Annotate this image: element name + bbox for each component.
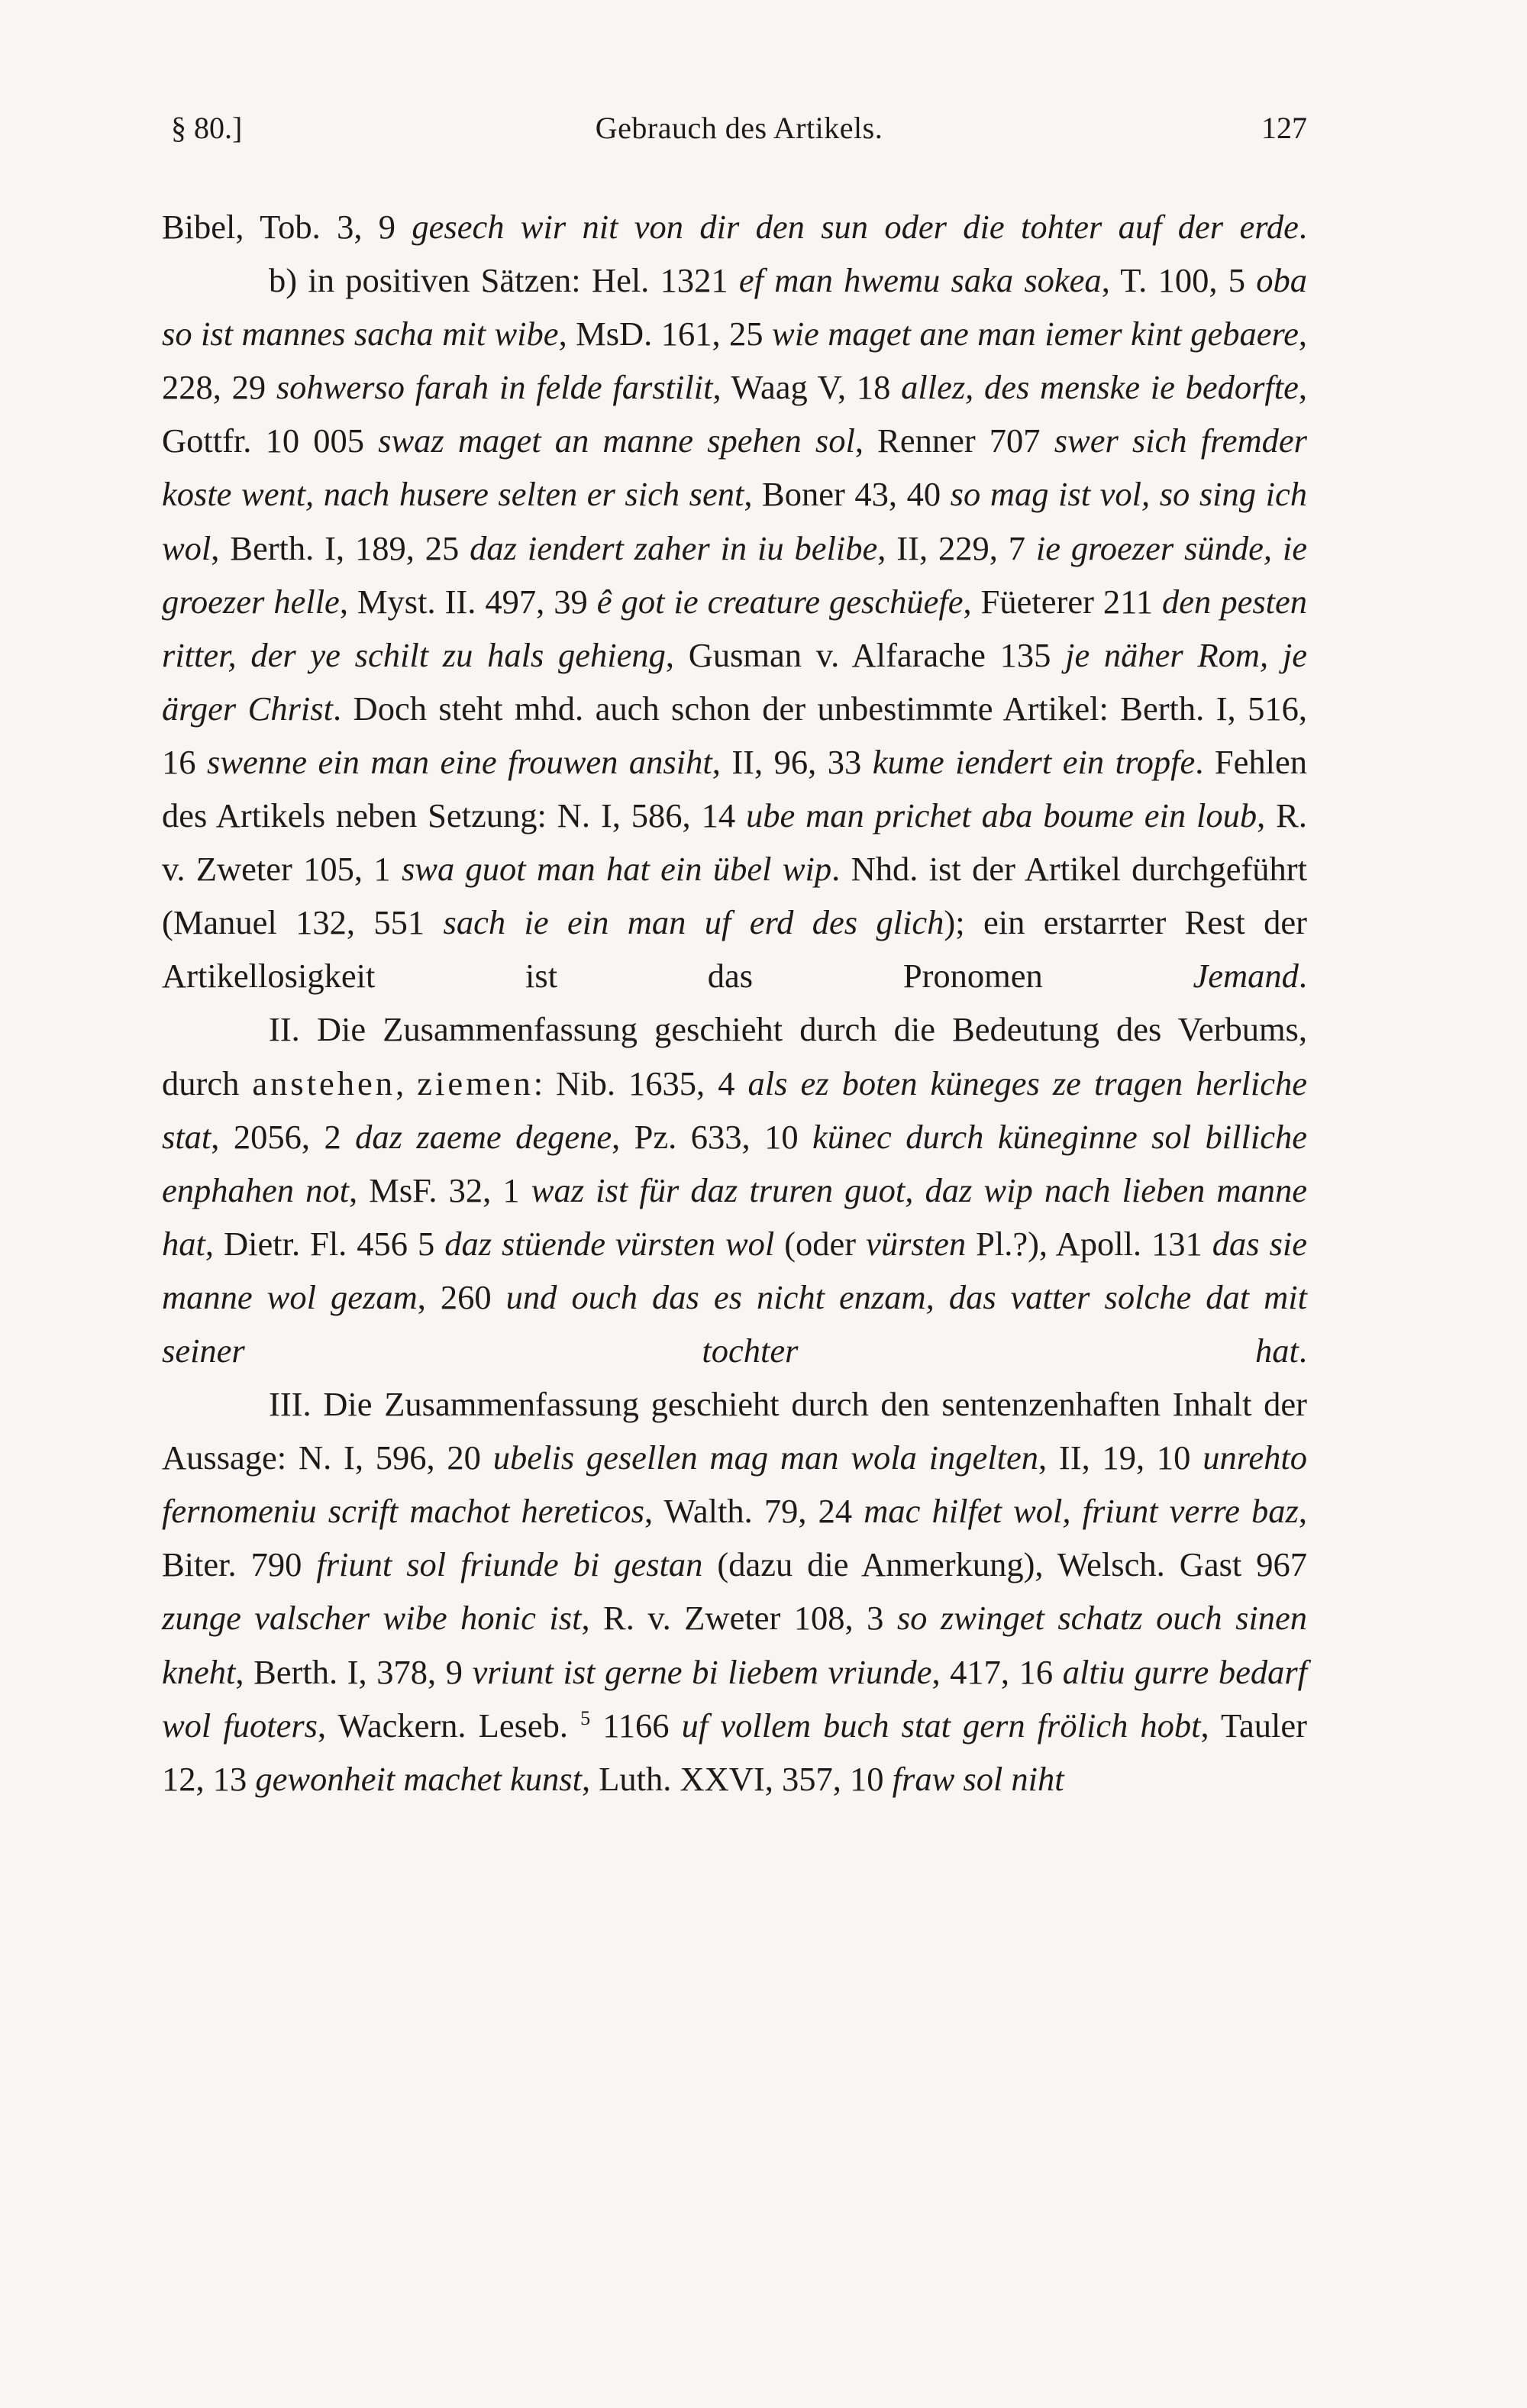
text-run: , Biter. 790 (162, 1492, 1307, 1584)
text-run: (oder (774, 1224, 867, 1263)
quotation-text: swa guot man hat ein übel wip (401, 850, 832, 889)
quotation-text: ê got ie creature geschüefe (596, 582, 964, 621)
text-run: III. Die Zusammenfassung geschieht durch den sentenzenhaften Inhalt der Aussage: N. I, 596, 20 (162, 1385, 1307, 1477)
quotation-text: sach ie ein man uf erd des glich (443, 903, 944, 942)
text-run: , MsD. 161, 25 (558, 315, 773, 353)
quotation-text: swenne ein man eine frouwen ansiht (207, 742, 712, 781)
text-run: , 260 (417, 1277, 506, 1316)
text-run: b) in positiven Sätzen: Hel. 1321 (269, 261, 739, 300)
text-run: , Gusman v. Alfarache 135 (665, 635, 1066, 674)
text-run: . Nhd. ist der Artikel durchgeführt (Manuel 132, 551 (162, 850, 1307, 942)
quotation-text: zunge valscher wibe honic ist (162, 1599, 582, 1638)
quotation-text: oba so ist mannes sacha mit wibe (162, 261, 1307, 353)
paragraph (162, 200, 1307, 253)
text-run: : Nib. 1635, 4 (533, 1064, 748, 1102)
text-run: , II, 229, 7 (877, 528, 1036, 567)
running-title: Gebrauch des Artikels. (595, 111, 883, 145)
section-reference: § 80.] (171, 111, 243, 145)
quotation-text: friunt sol friunde bi gestan (316, 1545, 703, 1584)
quotation-text: je näher Rom, je ärger Christ (162, 635, 1308, 728)
body-text (162, 200, 1307, 1806)
text-run: , R. v. Zweter 108, 3 (581, 1599, 897, 1638)
quotation-text: künec durch küneginne sol billiche enphahen not (162, 1117, 1308, 1209)
quotation-text: das sie manne wol gezam (162, 1224, 1307, 1316)
quotation-text: swer sich fremder koste went, nach husere selten er sich sent (162, 421, 1307, 514)
quotation-text: mac hilfet wol, friunt verre baz (864, 1492, 1299, 1531)
quotation-text: gesech wir nit von dir den sun oder die tohter auf der erde (412, 208, 1299, 246)
text-run: , Gottfr. 10 005 (162, 368, 1307, 460)
paragraph (162, 253, 1307, 1002)
text-run: , Wackern. Leseb. (318, 1706, 581, 1745)
page-number: 127 (1261, 111, 1307, 145)
text-run: II. Die Zusammenfassung geschieht durch die Bedeutung des Verbums, durch (162, 1010, 1307, 1102)
text-run: , Luth. XXVI, 357, 10 (581, 1759, 893, 1798)
text-run: , Renner 707 (854, 421, 1054, 460)
text-run: , Tauler 12, 13 (162, 1706, 1307, 1798)
text-run: , T. 100, 5 (1101, 261, 1257, 300)
quotation-text: waz ist für daz truren guot, daz wip nach lieben manne hat (162, 1170, 1307, 1263)
edition-superscript: 5 (580, 1706, 591, 1729)
text-run: , Berth. I, 189, 25 (211, 528, 470, 567)
quotation-text: unrehto fernomeniu scrift machot hereticos (162, 1438, 1307, 1531)
text-run: , II, 96, 33 (712, 742, 873, 781)
text-run: , (395, 1064, 418, 1102)
quotation-text: sohwerso farah in felde farstilit (276, 368, 713, 407)
quotation-text: als ez boten küneges ze tragen herliche stat (162, 1064, 1307, 1156)
text-run: , R. v. Zweter 105, 1 (162, 796, 1307, 889)
quotation-text: wie maget ane man iemer kint gebaere (772, 315, 1299, 353)
quotation-text: swaz maget an manne spehen sol (378, 421, 855, 460)
quotation-text: vriunt ist gerne bi liebem vriunde (472, 1652, 932, 1691)
text-run: , MsF. 32, 1 (349, 1170, 531, 1209)
text-run: Pl.?), Apoll. 131 (966, 1224, 1212, 1263)
quotation-text: daz stüende vürsten wol (444, 1224, 775, 1263)
quotation-text: daz iendert zaher in iu belibe (470, 528, 878, 567)
text-run: ); ein erstarrter Rest der Artikellosigkeit ist das Pronomen (162, 903, 1307, 996)
text-run: , Berth. I, 378, 9 (235, 1652, 473, 1691)
text-run: , 2056, 2 (211, 1117, 356, 1156)
text-run: . Doch steht mhd. auch schon der unbestimmte Artikel: Berth. I, 516, 16 (162, 689, 1308, 781)
quotation-text: fraw sol niht (892, 1759, 1064, 1798)
quotation-text: so mag ist vol, so sing ich wol (162, 475, 1307, 567)
text-run: 1166 (590, 1706, 682, 1745)
text-run: (dazu die Anmerkung), Welsch. Gast 967 (702, 1545, 1307, 1584)
paragraph (162, 1002, 1307, 1377)
text-run: , Myst. II. 497, 39 (339, 582, 597, 621)
quotation-text: so zwinget schatz ouch sinen kneht (162, 1599, 1307, 1691)
quotation-text: uf vollem buch stat gern frölich hobt (681, 1706, 1201, 1745)
quotation-text: Jemand (1193, 957, 1299, 996)
text-run: . (1298, 208, 1307, 246)
running-header (171, 105, 1307, 151)
text-run: , Walth. 79, 24 (644, 1492, 864, 1531)
quotation-text: daz zaeme degene (355, 1117, 612, 1156)
quotation-text: ie groezer sünde, ie groezer helle (162, 528, 1307, 621)
quotation-text: gewonheit machet kunst (255, 1759, 582, 1798)
text-run: , Boner 43, 40 (744, 475, 951, 514)
text-run: , Dietr. Fl. 456 5 (205, 1224, 445, 1263)
quotation-text: kume iendert ein tropfe (872, 742, 1196, 781)
text-run: . Fehlen des Artikels neben Setzung: N. I, 586, 14 (162, 742, 1307, 835)
text-run: . (1298, 1331, 1307, 1370)
quotation-text: ubelis gesellen mag man wola ingelten (492, 1438, 1038, 1477)
paragraph (162, 1377, 1307, 1806)
quotation-text: allez, des menske ie bedorfte (901, 368, 1299, 407)
text-run: , 417, 16 (931, 1652, 1063, 1691)
quotation-text: vürsten (866, 1224, 967, 1263)
quotation-text: ef man hwemu saka sokea (738, 261, 1102, 300)
text-run: , Waag V, 18 (712, 368, 902, 407)
quotation-text: altiu gurre bedarf wol fuoters (162, 1652, 1308, 1745)
text-run: , Füeterer 211 (963, 582, 1163, 621)
text-run: , Pz. 633, 10 (612, 1117, 813, 1156)
spaced-term: anstehen (252, 1064, 396, 1102)
text-run: , 228, 29 (162, 315, 1307, 407)
text-run: Bibel, Tob. 3, 9 (162, 208, 412, 246)
quotation-text: und ouch das es nicht enzam, das vatter solche dat mit seiner tochter hat (162, 1277, 1308, 1370)
quotation-text: ube man prichet aba boume ein loub (745, 796, 1257, 835)
spaced-term: ziemen (417, 1064, 534, 1102)
quotation-text: den pesten ritter, der ye schilt zu hals gehieng (162, 582, 1308, 674)
text-run: , II, 19, 10 (1038, 1438, 1203, 1477)
text-run: . (1298, 957, 1307, 996)
